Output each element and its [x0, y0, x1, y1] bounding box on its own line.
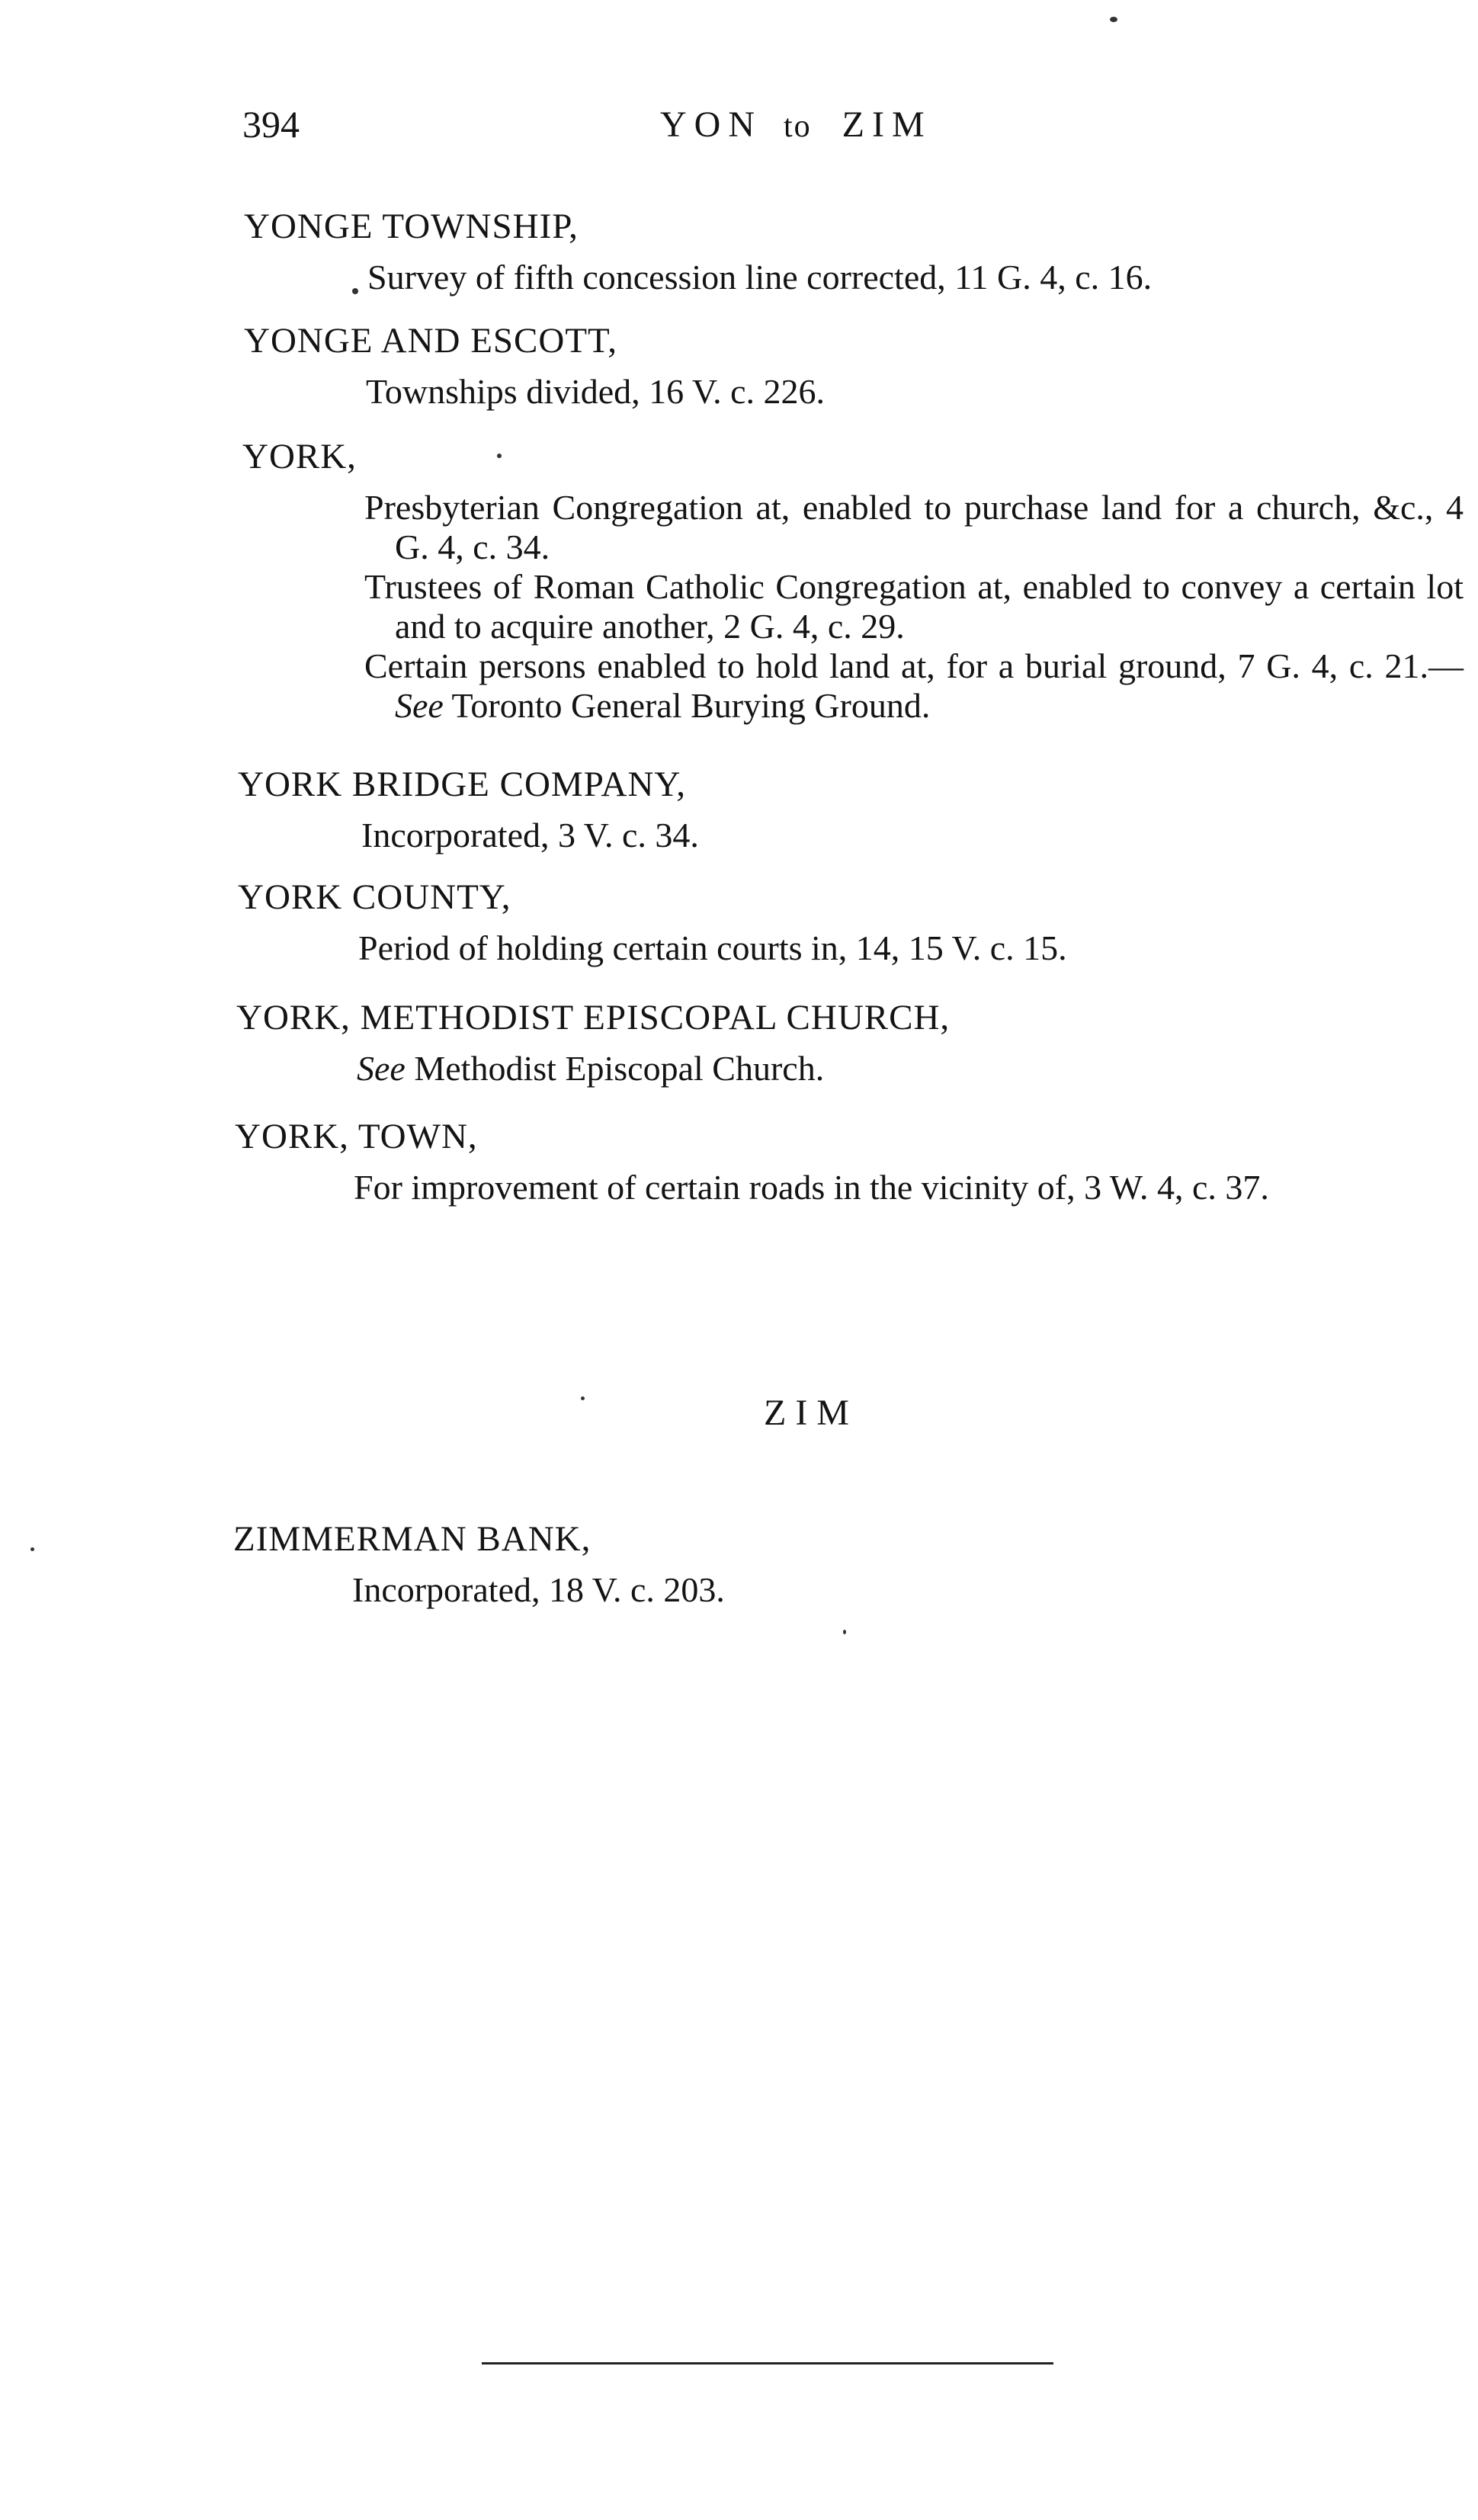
subentry-text: Period of holding certain courts in, 14, 15 V. c. 15. — [358, 928, 1067, 967]
index-entry — [238, 762, 1464, 855]
index-entry — [244, 204, 1464, 297]
entry-heading: YORK, METHODIST EPISCOPAL CHURCH, — [236, 998, 951, 1037]
page-number: 394 — [242, 103, 300, 146]
subentry-text: Trustees of Roman Catholic Congregation at, enabled to convey a certain lot and to acquire another, 2 G. 4, c. 29. — [364, 567, 1464, 646]
entry-heading: ZIMMERMAN BANK, — [233, 1519, 592, 1559]
entry-heading: YONGE AND ESCOTT, — [244, 321, 618, 361]
index-entry — [242, 434, 1464, 726]
entry-subentry — [367, 258, 1464, 297]
entry-subentry — [357, 1049, 1464, 1088]
ink-speck — [843, 1630, 846, 1634]
entry-subentry — [364, 567, 1464, 646]
entry-subentry — [358, 928, 1464, 968]
index-entry — [238, 875, 1464, 968]
entry-heading: YORK, — [242, 437, 357, 476]
subentry-text: Survey of fifth concession line corrected, 11 G. 4, c. 16. — [367, 258, 1153, 297]
entry-subentry — [361, 816, 1464, 855]
entry-subentry — [366, 372, 1464, 412]
closing-rule — [482, 2362, 1053, 2365]
cross-reference-see: See — [395, 686, 444, 725]
entry-subentry — [354, 1168, 1464, 1207]
subentry-text: Incorporated, 18 V. c. 203. — [352, 1570, 725, 1609]
entry-subentry — [364, 488, 1464, 567]
entry-heading: YORK COUNTY, — [238, 877, 511, 917]
running-head-connector: to — [784, 109, 812, 144]
cross-reference-see: See — [357, 1049, 406, 1088]
section-title: ZIM — [764, 1393, 858, 1433]
subentry-text: For improvement of certain roads in the vicinity of, 3 W. 4, c. 37. — [354, 1168, 1269, 1207]
entry-heading: YORK, TOWN, — [235, 1117, 478, 1156]
entry-subentry — [364, 646, 1464, 726]
index-entry — [244, 319, 1464, 412]
entry-subentry — [352, 1570, 1464, 1610]
entry-heading: YONGE TOWNSHIP, — [244, 207, 579, 246]
running-head-end: ZIM — [842, 104, 932, 145]
ink-speck — [497, 454, 502, 458]
ink-speck — [352, 288, 358, 294]
subentry-text: Presbyterian Congregation at, enabled to purchase land for a church, &c., 4 G. 4, c. 34. — [364, 488, 1464, 566]
entry-heading: YORK BRIDGE COMPANY, — [238, 765, 687, 804]
ink-speck — [30, 1547, 34, 1551]
subentry-text: Methodist Episcopal Church. — [405, 1049, 825, 1088]
subentry-text: Incorporated, 3 V. c. 34. — [361, 816, 699, 854]
subentry-text: Toronto General Burying Ground. — [443, 686, 931, 725]
running-head-start: YON — [660, 104, 762, 145]
running-head — [660, 104, 932, 145]
subentry-text: Townships divided, 16 V. c. 226. — [366, 372, 826, 411]
subentry-text: Certain persons enabled to hold land at, for a burial ground, 7 G. 4, c. 21.— — [364, 646, 1464, 685]
index-entry — [236, 995, 1464, 1088]
ink-speck — [581, 1396, 585, 1400]
index-entry — [235, 1114, 1464, 1207]
ink-speck — [1110, 17, 1117, 22]
index-entry — [233, 1517, 1464, 1610]
